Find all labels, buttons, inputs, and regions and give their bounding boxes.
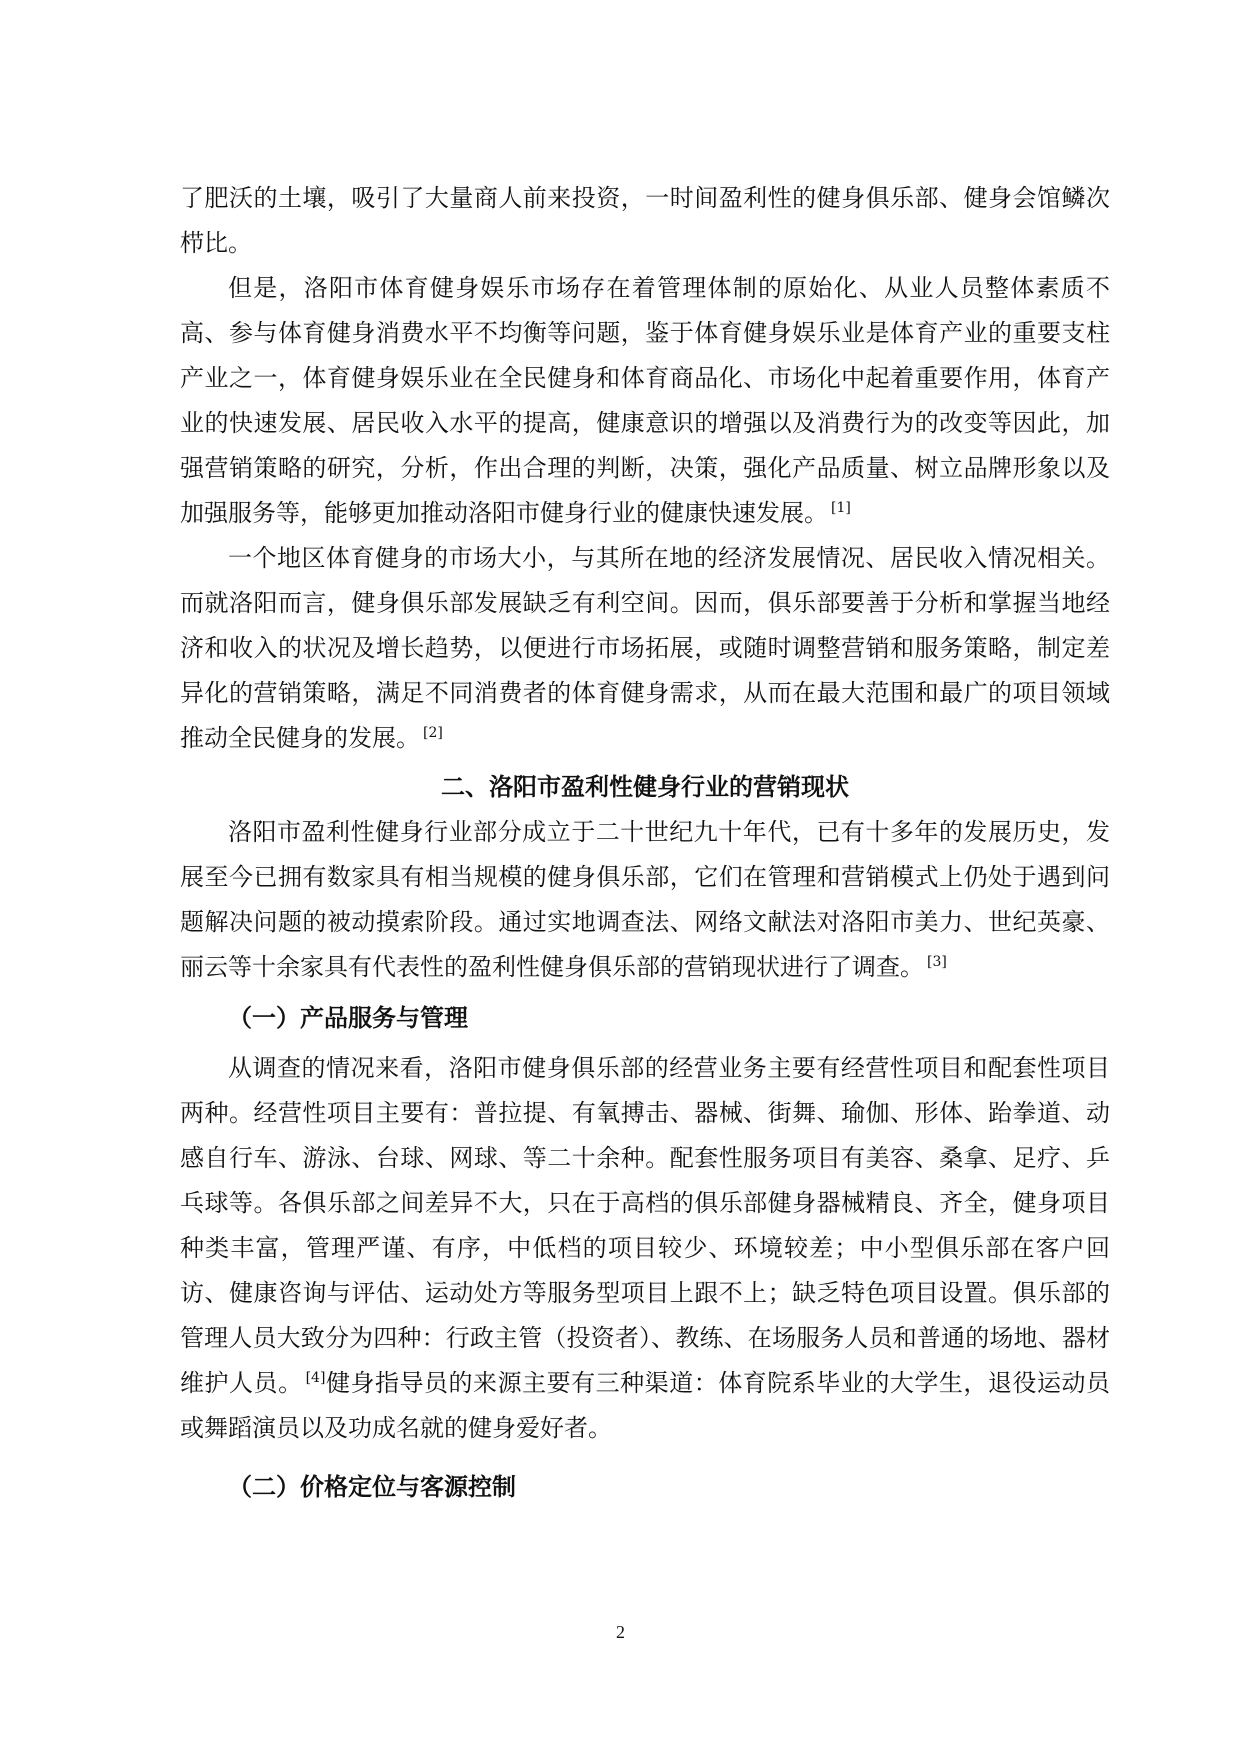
paragraph-industry-history: [180, 810, 1110, 990]
document-body: [180, 176, 1110, 1515]
paragraph-products-services: [180, 1046, 1110, 1451]
paragraph-text: 健身指导员的来源主要有三种渠道：体育院系毕业的大学生，退役运动员或舞蹈演员以及功成名就的健身爱好者。: [180, 1369, 1111, 1442]
paragraph-market-issues: [180, 266, 1110, 536]
paragraph-continuation: 了肥沃的土壤，吸引了大量商人前来投资，一时间盈利性的健身俱乐部、健身会馆鳞次栉比。: [180, 184, 1110, 257]
page-number: 2: [616, 1622, 625, 1642]
paragraph-text: 但是，洛阳市体育健身娱乐市场存在着管理体制的原始化、从业人员整体素质不高、参与体育健身消费水平不均衡等问题，鉴于体育健身娱乐业是体育产业的重要支柱产业之一，体育健身娱乐业在全民健身和体育商品化、市场化中起着重要作用，体育产业的快速发展、居民收入水平的提高，健康意识的增强以及消费行为的改变等因此，加强营销策略的研究，分析，作出合理的判断，决策，强化产品质量、树立品牌形象以及加强服务等，能够更加推动洛阳市健身行业的健康快速发展。: [180, 274, 1110, 527]
subsection-heading: （二）价格定位与客源控制: [228, 1473, 516, 1501]
paragraph-text: 一个地区体育健身的市场大小，与其所在地的经济发展情况、居民收入情况相关。而就洛阳而言，健身俱乐部发展缺乏有利空间。因而，俱乐部要善于分析和掌握当地经济和收入的状况及增长趋势，以便进行市场拓展，或随时调整营销和服务策略，制定差异化的营销策略，满足不同消费者的体育健身需求，从而在最大范围和最广的项目领域推动全民健身的发展。: [180, 544, 1110, 752]
paragraph-regional-market: [180, 536, 1110, 761]
citation-ref: [2]: [423, 725, 443, 741]
paragraph-text: 洛阳市盈利性健身行业部分成立于二十世纪九十年代，已有十多年的发展历史，发展至今已拥有数家具有相当规模的健身俱乐部，它们在管理和营销模式上仍处于遇到问题解决问题的被动摸索阶段。通过实地调查法、网络文献法对洛阳市美力、世纪英豪、丽云等十余家具有代表性的盈利性健身俱乐部的营销现状进行了调查。: [180, 818, 1110, 981]
citation-ref: [1]: [831, 500, 851, 516]
subsection-heading: （一）产品服务与管理: [228, 1004, 468, 1032]
section-heading: 二、洛阳市盈利性健身行业的营销现状: [441, 773, 849, 801]
citation-ref: [4]: [305, 1370, 326, 1386]
citation-ref: [3]: [927, 954, 947, 970]
paragraph-text: 从调查的情况来看，洛阳市健身俱乐部的经营业务主要有经营性项目和配套性项目两种。经营性项目主要有：普拉提、有氧搏击、器械、街舞、瑜伽、形体、跆拳道、动感自行车、游泳、台球、网球、等二十余种。配套性服务项目有美容、桑拿、足疗、乒乓球等。各俱乐部之间差异不大，只在于高档的俱乐部健身器械精良、齐全，健身项目种类丰富，管理严谨、有序，中低档的项目较少、环境较差；中小型俱乐部在客户回访、健康咨询与评估、运动处方等服务型项目上跟不上；缺乏特色项目设置。俱乐部的管理人员大致分为四种：行政主管（投资者）、教练、在场服务人员和普通的场地、器材维护人员。: [180, 1054, 1110, 1397]
